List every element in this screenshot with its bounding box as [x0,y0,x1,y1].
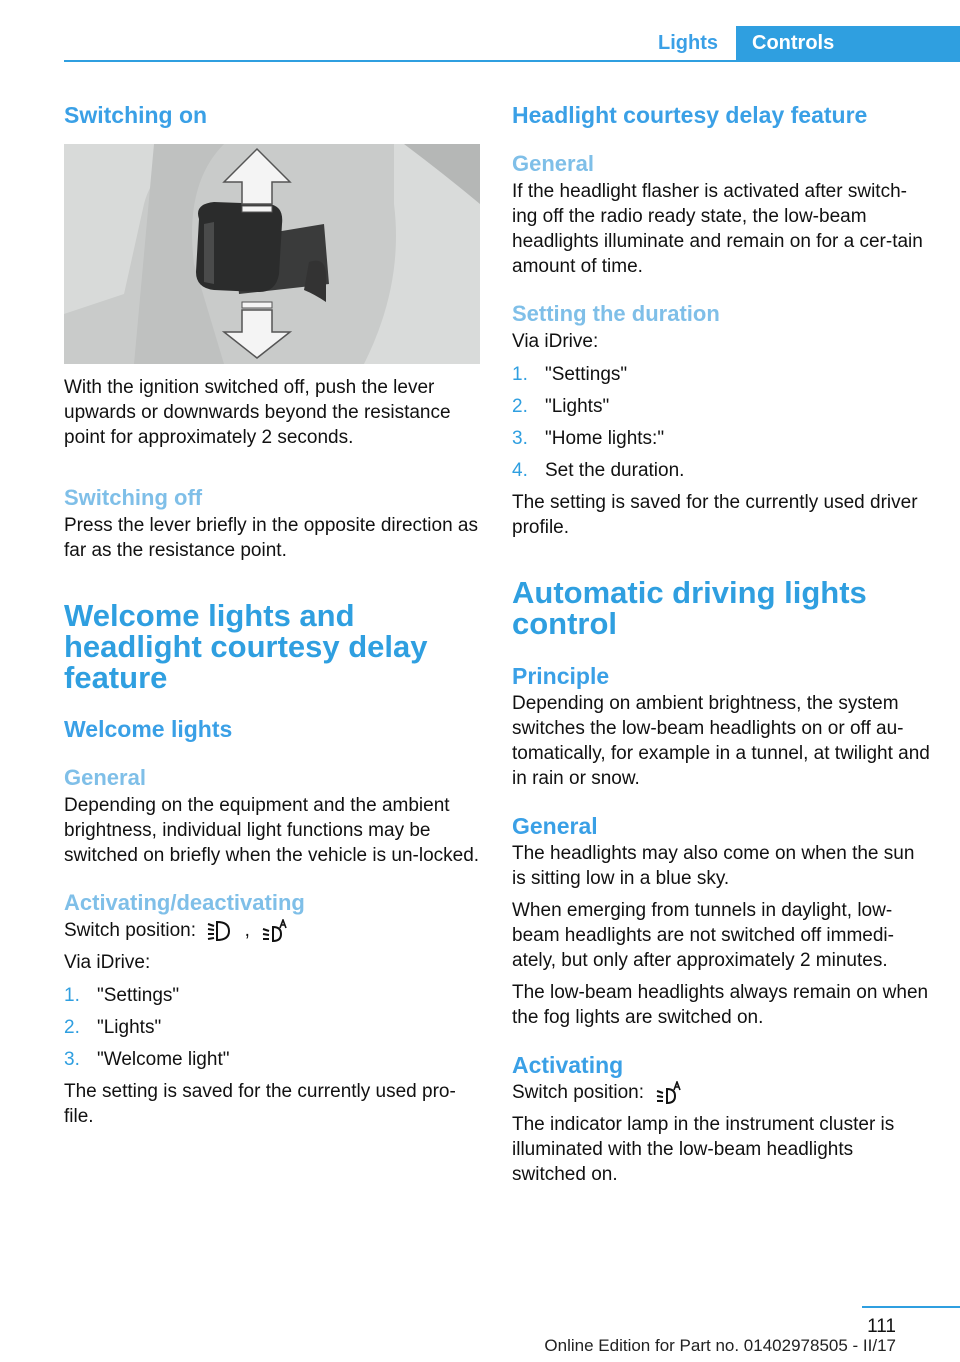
switching-on-text: With the ignition switched off, push the lever upwards or downwards beyond the resistance point for approximately 2 seconds. [64,377,451,448]
auto-headlight-icon [259,919,289,943]
general-heading: General [64,765,146,790]
parking-lights-icon [205,919,235,943]
duration-saved-text: The setting is saved for the currently used driver profile. [512,492,918,538]
welcome-steps-list [64,983,482,1072]
list-text: Set the duration. [545,460,685,481]
switch-separator: , [244,920,250,941]
list-item [64,1015,482,1040]
list-item [64,983,482,1008]
page-number: 111 [867,1316,896,1337]
switching-off-heading: Switching off [64,485,203,510]
switching-on-heading: Switching on [64,102,208,128]
principle-heading: Principle [512,663,610,689]
welcome-section-title-line2: headlight courtesy delay [64,629,428,664]
setting-duration-heading: Setting the duration [512,301,720,326]
general-heading: General [512,151,594,176]
list-number: 1. [64,985,80,1006]
left-column [64,100,482,1129]
list-number: 2. [64,1017,80,1038]
list-item [512,426,932,451]
auto-headlight-icon [653,1081,683,1105]
list-item [512,362,932,387]
via-idrive-label: Via iDrive: [64,952,151,973]
switch-position-line [64,918,482,943]
footer-rule [862,1306,960,1308]
principle-text: Depending on ambient brightness, the system switches the low-beam headlights on or off au-tomatically, for example in a tunnel, at twilight and in rain or snow. [512,693,930,789]
welcome-section-title-line1: Welcome lights and [64,598,355,633]
activating-switch-line [512,1080,932,1105]
general2-paragraph-3: The low-beam headlights always remain on when the fog lights are switched on. [512,982,929,1028]
switch-position-label: Switch position: [512,1082,645,1103]
general2-paragraph-2: When emerging from tunnels in daylight, low-beam headlights are not switched off immedi-ately, but only after approximately 2 minutes. [512,900,894,971]
list-number: 4. [512,460,528,481]
tab-controls: Controls [736,26,960,60]
right-column [512,100,932,1187]
list-number: 3. [64,1049,80,1070]
list-text: "Lights" [545,396,610,417]
general-text: Depending on the equipment and the ambient brightness, individual light functions may be switched on briefly when the vehicle is un-locked. [64,795,480,866]
indicator-lamp-text: The indicator lamp in the instrument cluster is illuminated with the low-beam headlights switched on. [512,1114,895,1185]
list-number: 2. [512,396,528,417]
duration-steps-list [512,362,932,483]
list-text: "Home lights:" [545,428,665,449]
list-text: "Settings" [545,364,628,385]
list-item [64,1047,482,1072]
via-idrive-label: Via iDrive: [512,331,599,352]
switching-off-text: Press the lever briefly in the opposite direction as far as the resistance point. [64,515,478,561]
header-rule [64,60,960,62]
auto-lights-title-line1: Automatic driving lights [512,575,867,610]
general2-heading: General [512,813,598,839]
general2-paragraph-1: The headlights may also come on when the sun is sitting low in a blue sky. [512,843,915,889]
list-number: 1. [512,364,528,385]
welcome-section-title-line3: feature [64,660,168,695]
courtesy-general-text: If the headlight flasher is activated after switch-ing off the radio ready state, the low-beam headlights illuminate and remain on for a cer-tain amount of time. [512,181,923,277]
auto-lights-title-line2: control [512,606,618,641]
lever-image [64,144,480,364]
courtesy-delay-heading: Headlight courtesy delay feature [512,102,868,128]
list-number: 3. [512,428,528,449]
activating-heading: Activating [512,1052,624,1078]
list-text: "Settings" [97,985,180,1006]
lever-illustration [64,144,480,364]
welcome-saved-text: The setting is saved for the currently used pro-file. [64,1081,456,1127]
list-text: "Welcome light" [97,1049,230,1070]
list-item [512,394,932,419]
list-item [512,458,932,483]
tab-lights: Lights [658,32,718,54]
welcome-lights-heading: Welcome lights [64,716,233,742]
switch-position-label: Switch position: [64,920,197,941]
list-text: "Lights" [97,1017,162,1038]
online-edition-note: Online Edition for Part no. 01402978505 - II/17 [544,1336,896,1355]
activating-deactivating-heading: Activating/deactivating [64,890,305,915]
